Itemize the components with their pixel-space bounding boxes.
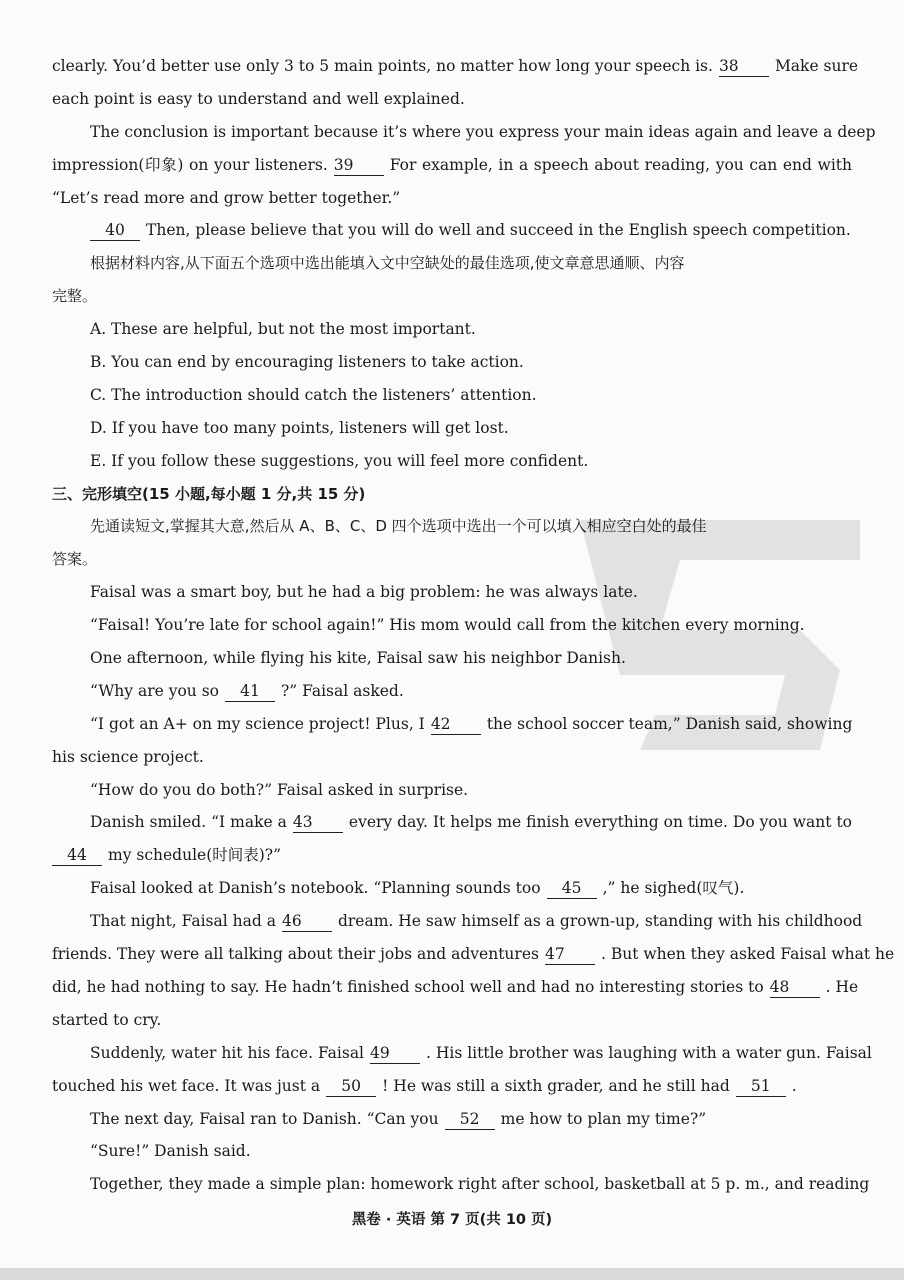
page-text: [52, 50, 895, 1201]
text-line: [52, 149, 852, 182]
blank-40: 40: [90, 220, 140, 241]
text-line: “Sure!” Danish said.: [90, 1142, 251, 1161]
instruction-line: 完整。: [52, 287, 98, 306]
blank-46: 46: [282, 911, 332, 932]
blank-38: 38: [719, 56, 769, 77]
text-line: [52, 50, 859, 83]
blank-41: 41: [225, 681, 275, 702]
blank-42: 42: [431, 714, 481, 735]
text-segment: me how to plan my time?”: [500, 1109, 707, 1128]
text-line: each point is easy to understand and well explained.: [52, 89, 465, 108]
text-segment: . He: [825, 977, 859, 996]
text-line: [52, 1037, 872, 1070]
text-line: [52, 675, 852, 708]
blank-43: 43: [293, 812, 343, 833]
text-line: [52, 905, 863, 938]
blank-48: 48: [770, 977, 820, 998]
text-segment: impression(印象) on your listeners.: [52, 155, 328, 174]
text-segment: ,” he sighed(叹气).: [602, 879, 745, 898]
option-b: B. You can end by encouraging listeners to take action.: [90, 353, 524, 372]
text-segment: did, he had nothing to say. He hadn’t finished school well and had no interesting stories to: [52, 977, 764, 996]
blank-49: 49: [370, 1043, 420, 1064]
option-a: A. These are helpful, but not the most important.: [90, 320, 476, 339]
option-e: E. If you follow these suggestions, you will feel more confident.: [90, 451, 589, 470]
text-segment: “I got an A+ on my science project! Plus, I: [90, 714, 425, 733]
text-segment: The next day, Faisal ran to Danish. “Can you: [90, 1109, 439, 1128]
instruction-line: 答案。: [52, 550, 98, 569]
instruction-line: 根据材料内容,从下面五个选项中选出能填入文中空缺处的最佳选项,使文章意思通顺、内容: [90, 254, 685, 273]
section-heading: 三、完形填空(15 小题,每小题 1 分,共 15 分): [52, 484, 366, 503]
text-line: his science project.: [52, 747, 204, 766]
blank-51: 51: [736, 1076, 786, 1097]
bottom-edge: [0, 1268, 904, 1280]
text-line: Together, they made a simple plan: homework right after school, basketball at 5 p. m., and reading: [90, 1175, 870, 1194]
text-segment: friends. They were all talking about their jobs and adventures: [52, 945, 539, 964]
text-line: [52, 938, 895, 971]
text-segment: dream. He saw himself as a grown-up, standing with his childhood: [337, 912, 863, 931]
text-segment: .: [791, 1076, 797, 1095]
text-segment: Suddenly, water hit his face. Faisal: [90, 1043, 365, 1062]
text-line: [52, 1070, 852, 1103]
blank-47: 47: [545, 944, 595, 965]
text-line: The conclusion is important because it’s where you express your main ideas again and leave a deep: [90, 122, 876, 141]
option-d: D. If you have too many points, listeners will get lost.: [90, 418, 509, 437]
text-segment: touched his wet face. It was just a: [52, 1076, 321, 1095]
text-line: started to cry.: [52, 1010, 162, 1029]
blank-52: 52: [445, 1109, 495, 1130]
text-segment: clearly. You’d better use only 3 to 5 main points, no matter how long your speech is.: [52, 57, 713, 75]
text-line: “Let’s read more and grow better together.”: [52, 188, 401, 207]
text-segment: the school soccer team,” Danish said, showing: [486, 714, 853, 733]
text-segment: every day. It helps me finish everything on time. Do you want to: [348, 813, 852, 832]
blank-45: 45: [547, 878, 597, 899]
blank-39: 39: [334, 155, 384, 176]
text-line: [52, 839, 852, 872]
text-line: [52, 872, 852, 905]
text-segment: . His little brother was laughing with a water gun. Faisal: [426, 1043, 872, 1062]
text-segment: . But when they asked Faisal what he: [600, 945, 895, 964]
text-segment: ! He was still a sixth grader, and he still had: [382, 1076, 730, 1095]
blank-50: 50: [326, 1076, 376, 1097]
text-line: Faisal was a smart boy, but he had a big problem: he was always late.: [90, 583, 638, 602]
text-line: “How do you do both?” Faisal asked in surprise.: [90, 780, 469, 799]
page-footer: 黑卷 · 英语 第 7 页(共 10 页): [351, 1212, 553, 1228]
text-line: [52, 971, 859, 1004]
text-segment: Then, please believe that you will do well and succeed in the English speech competition.: [146, 221, 851, 240]
text-line: One afternoon, while flying his kite, Faisal saw his neighbor Danish.: [90, 649, 626, 668]
text-line: “Faisal! You’re late for school again!” His mom would call from the kitchen every morning.: [90, 616, 805, 635]
text-segment: “Why are you so: [90, 681, 219, 700]
instruction-line: 先通读短文,掌握其大意,然后从 A、B、C、D 四个选项中选出一个可以填入相应空白处的最佳: [90, 517, 707, 536]
text-segment: ?” Faisal asked.: [281, 681, 404, 700]
text-line: [52, 214, 852, 247]
text-line: [52, 806, 852, 839]
text-segment: Danish smiled. “I make a: [90, 813, 287, 832]
blank-44: 44: [52, 845, 102, 866]
text-segment: my schedule(时间表)?”: [108, 846, 282, 865]
option-c: C. The introduction should catch the listeners’ attention.: [90, 385, 537, 404]
text-line: [52, 708, 852, 741]
text-segment: For example, in a speech about reading, you can end with: [389, 155, 852, 174]
text-line: [52, 1103, 852, 1136]
text-segment: Make sure: [774, 57, 859, 75]
text-segment: That night, Faisal had a: [90, 912, 276, 931]
text-segment: Faisal looked at Danish’s notebook. “Planning sounds too: [90, 879, 541, 898]
